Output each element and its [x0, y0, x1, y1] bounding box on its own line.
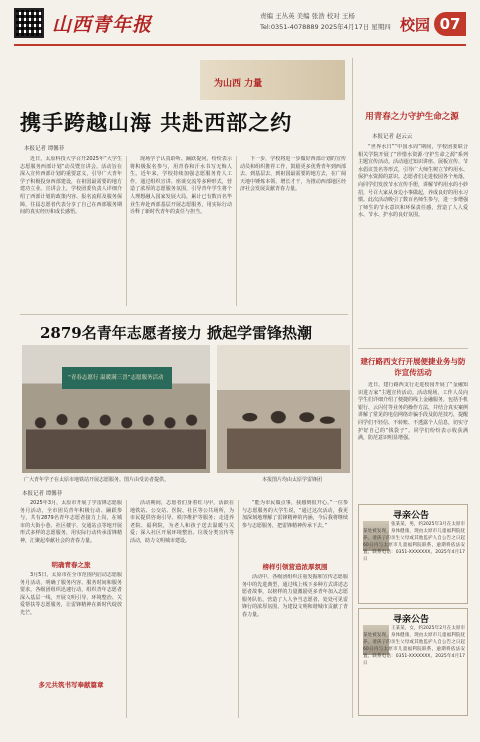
event-banner [62, 367, 172, 389]
byline: 本报记者 谭馨菲 [22, 491, 63, 497]
volunteer-service-photo [217, 345, 350, 473]
section-divider [20, 314, 348, 315]
section-stamp: 为山西 力量 [214, 79, 263, 89]
article-column: “能为市民做点事，我感到很开心。”一位参与志愿服务的大学生说，“通过这次活动，我更加深刻地理解了雷锋精神的内涵，今后我将继续参与志愿服务，把雷锋精神传承下去。” [242, 500, 348, 529]
column-divider [126, 156, 127, 306]
notice-title: 寻亲公告 [393, 615, 430, 625]
main-headline: 携手跨越山海 共赴西部之约 [20, 110, 293, 135]
subheading: 明确青春之旅 [51, 561, 91, 569]
article-column: 活动中，各级团组织注重发掘和宣传志愿服务中的先进典型，通过线上线下多种方式讲述志愿者故事，以榜样的力量激励更多青年加入志愿服务队伍，营造了人人争当志愿者、处处可见雷锋行的浓厚氛围，为建设文明和谐城市贡献了青春力量。 [242, 574, 348, 618]
main-column-divider [352, 58, 353, 718]
column-divider [236, 156, 237, 306]
section-divider [358, 348, 468, 349]
article-column: 近日，太原科技大学召开2025年“大学生志愿服务西部计划”动员暨宣讲会。活动旨在深入宣传西部计划的重要意义，引导广大青年学子积极投身西部建设，在祖国最需要的地方建功立业。宣讲会上，学校团委负责人详细介绍了西部计划的政策内容、报名流程及服务保障，往届志愿者代表分享了自己在西部服务期间的真实经历和成长感悟。 [20, 156, 122, 216]
people-figure [227, 395, 341, 469]
secondary-headline: 2879名青年志愿者接力 掀起学雷锋热潮 [40, 324, 312, 342]
article-column: 近日，建行路西支行走进校园开展了“金融知识进万家”主题宣传活动。活动现场，工作人员向学生们详细介绍了便捷的线上金融服务，包括手机银行、云闪付等业务的操作方法，并结合真实案例讲解了常见的电信网络诈骗手段及防范技巧，提醒同学们不轻信、不转账、不透露个人信息，切实守护好自己的“钱袋子”。同学们纷纷表示收获满满，防范意识明显增强。 [358, 382, 468, 442]
article-column: 下一步，学校将进一步做好西部计划的宣传动员和组织推荐工作，鼓励更多优秀青年到西部去、到基层去、到祖国最需要的地方去，在广阔天地中锤炼本领、增长才干，为推动西部地区经济社会发展贡献青春力量。 [240, 156, 346, 193]
banner-text: “青春志愿行 温暖满三晋”志愿服务活动 [68, 375, 164, 381]
notice-box [358, 608, 468, 716]
article-column: 现场学子认真聆听、踊跃提问，纷纷表示将积极报名参与，用青春和汗水书写无悔人生。近年来，学校持续加强志愿服务育人工作，通过组织宣讲、座谈交流等多种形式，营造了浓厚的志愿服务氛围，引导青年学生将个人理想融入国家发展大局，累计已有数百名毕业生奔赴西部基层开展志愿服务，用实际行动诠释了新时代青年的责任与担当。 [130, 156, 232, 216]
right-article-title: 用青春之力守护生命之源 [365, 112, 459, 122]
byline: 本报记者 谭馨菲 [24, 146, 65, 152]
crowd-figure [26, 403, 206, 469]
article-column: 2025年3月，太原市开展了学雷锋志愿服务月活动，全市团员青年积极行动、踊跃参与，共有2879名青年志愿者接力上岗，在城市的大街小巷、社区楼宇、交通站点等地开展形式多样的志愿服务，用实际行动传承雷锋精神，汇聚起奉献社会的青春力量。 [20, 500, 122, 544]
column-divider [238, 500, 239, 718]
photo-caption: 本报图片均由太原学雷锋团 [262, 477, 323, 483]
notice-box [358, 504, 468, 604]
volunteer-group-photo [22, 345, 210, 473]
byline: 本报记者 赵云云 [372, 134, 413, 140]
column-divider [126, 500, 127, 718]
subheading: 多元共筑书写奉献篇章 [38, 681, 104, 689]
newspaper-logo: 山西青年报 [52, 14, 153, 36]
qr-code-icon [14, 8, 44, 38]
article-column: 3月5日，太原市在全市范围内启动志愿服务月活动，明确了服务内容、服务时间和服务要求，各级团组织迅速行动，组织青年志愿者深入基层一线，开展文明引导、环境整治、关爱帮扶等志愿服务，让雷锋精神在新时代绽放光芒。 [20, 572, 122, 616]
right-article-title: 建行路西支行开展便捷业务与防诈宣传活动 [360, 357, 466, 377]
notice-text: 王某某，女，约2025年2月在太原市某处被发现，身体健康，现由太原市儿童福利院抚养。请孩子的亲生父母或其他监护人自公告之日起60日内与太原市儿童福利院联系，逾期将依法安置。联系电话：0351-XXXXXXX。2025年4月17日 [363, 626, 465, 666]
section-name: 校园 [400, 16, 431, 34]
article-column: “世界水日”“中国水周”期间，学校团委联合相关学院开展了“珍惜水资源·守护生命之源”系列主题宣传活动。活动通过知识讲座、展板宣传、节水倡议签名等形式，引导广大师生树立节约用水、保护水资源的意识。志愿者们走进校园各个角落，向同学们发放节水宣传手册，讲解节约用水的小妙招，号召大家从身边小事做起，养成良好的用水习惯。此次活动吸引了数百名师生参与，进一步增强了师生的节水意识和环保责任感，营造了人人爱水、节水、护水的良好氛围。 [358, 144, 468, 219]
notice-text: 张某某，男，约2025年3月在太原市某处被发现，身体健康，现由太原市儿童福利院抚养。请孩子的亲生父母或其他监护人自公告之日起60日内与太原市儿童福利院联系，逾期将依法安置。联系电话：0351-XXXXXXX。2025年4月17日 [363, 522, 465, 562]
page-number: 07 [434, 12, 466, 36]
subheading: 榜样引领营造浓厚氛围 [262, 563, 328, 571]
notice-title: 寻亲公告 [393, 511, 430, 521]
masthead [14, 8, 466, 46]
photo-caption: 广大青年学子在太原市地铁站开展志愿服务。图片由受访者提供。 [24, 477, 170, 483]
editor-credits: 责编 王丛英 美编 张浩 校对 王杨 [260, 12, 355, 20]
article-column: 活动期间，志愿者们身着红马甲，活跃在地铁站、公交站、医院、社区等公共场所，为市民提供咨询引导、秩序维护等服务；走进养老院、福利院，为老人和孩子送去温暖与关爱；深入社区开展环境整治、垃圾分类宣传等活动，助力文明城市建设。 [130, 500, 234, 544]
contact-date: Tel:0351-4078889 2025年4月17日 星期四 [260, 23, 391, 31]
